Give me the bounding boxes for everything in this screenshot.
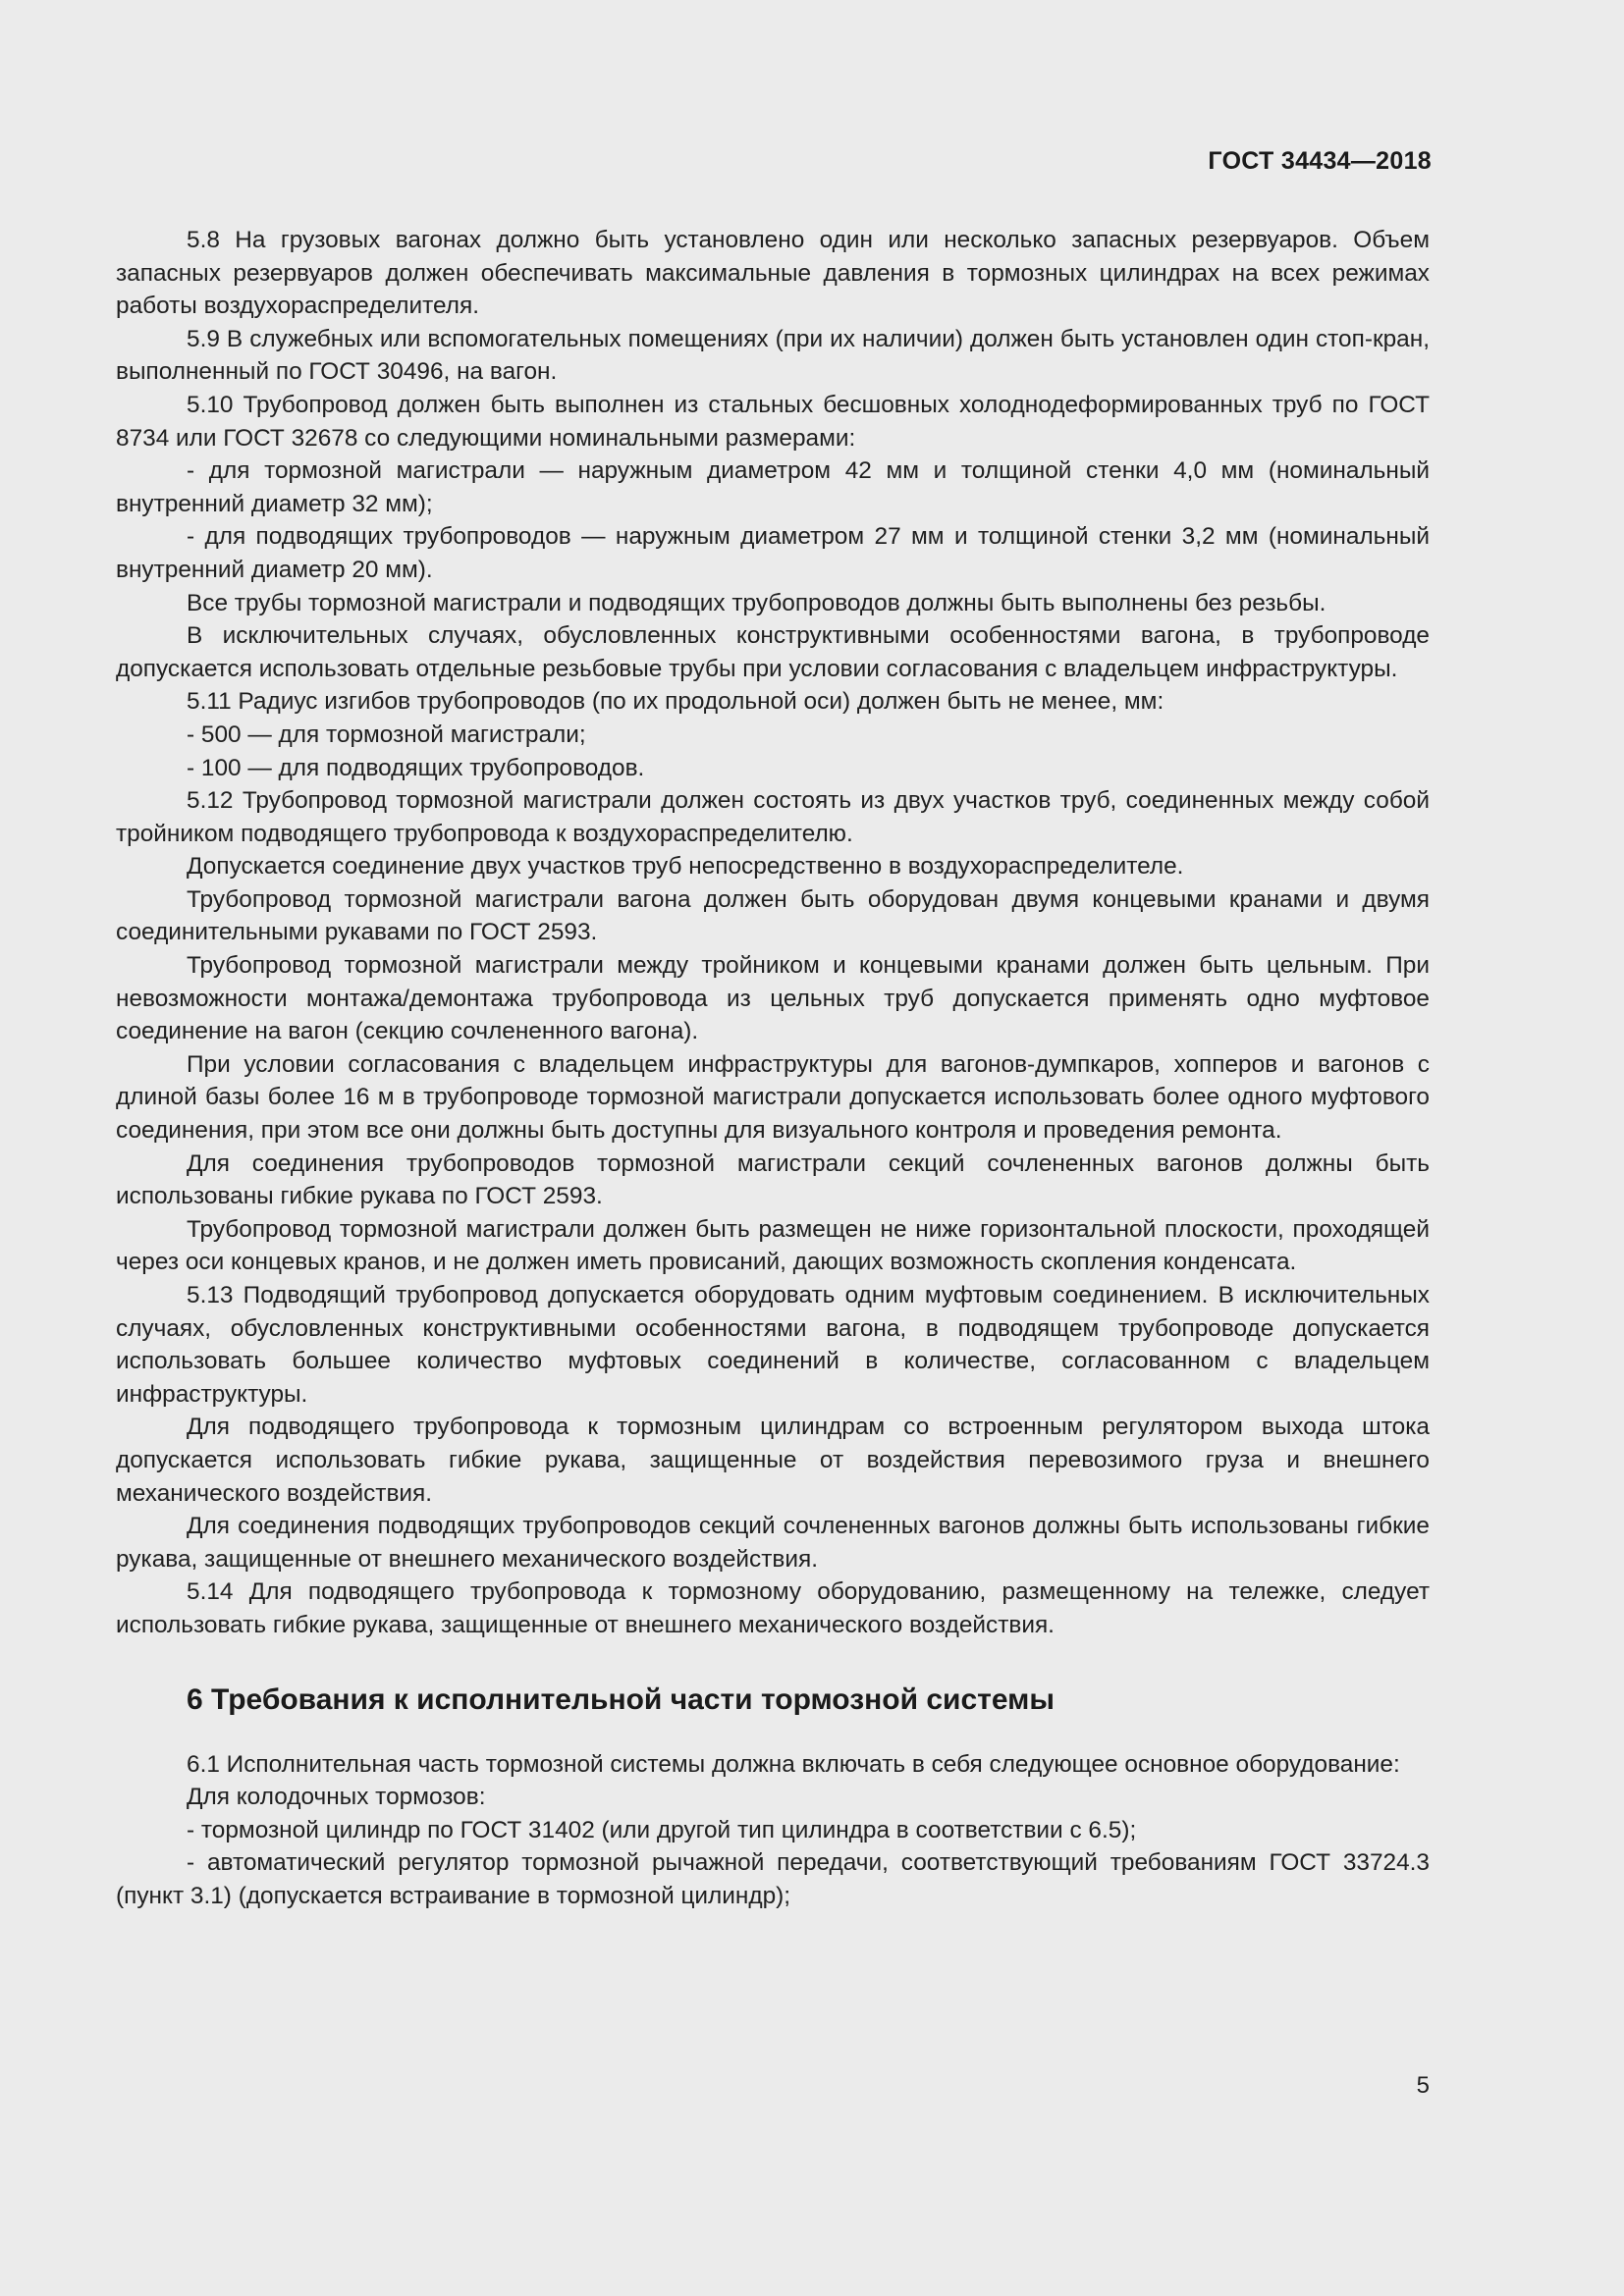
paragraph: В исключительных случаях, обусловленных конструктивными особенностями вагона, в трубопроводе допускается использовать отдельные резьбовые трубы при условии согласования с владельцем инфраструктуры.	[116, 622, 1430, 682]
document-id-header: ГОСТ 34434—2018	[1208, 147, 1432, 175]
page-number: 5	[1416, 2072, 1430, 2099]
paragraph: Для соединения подводящих трубопроводов секций сочлененных вагонов должны быть использованы гибкие рукава, защищенные от внешнего механического воздействия.	[116, 1513, 1430, 1573]
paragraph: Допускается соединение двух участков труб непосредственно в воздухораспределителе.	[187, 853, 1184, 881]
list-item-radius-500: - 500 — для тормозной магистрали;	[187, 721, 586, 748]
paragraph-5-10: 5.10 Трубопровод должен быть выполнен из стальных бесшовных холоднодеформированных труб по ГОСТ 8734 или ГОСТ 32678 со следующими номинальными размерами:	[116, 391, 1430, 452]
paragraph-5-11: 5.11 Радиус изгибов трубопроводов (по их продольной оси) должен быть не менее, мм:	[187, 688, 1164, 716]
paragraph-6-1: 6.1 Исполнительная часть тормозной системы должна включать в себя следующее основное оборудование:	[187, 1750, 1400, 1778]
paragraph: Для соединения трубопроводов тормозной магистрали секций сочлененных вагонов должны быть использованы гибкие рукава по ГОСТ 2593.	[116, 1149, 1430, 1210]
document-body	[116, 224, 1430, 1913]
paragraph: Трубопровод тормозной магистрали должен быть размещен не ниже горизонтальной плоскости, проходящей через оси концевых кранов, и не должен иметь провисаний, дающих возможность скопления конденсата.	[116, 1215, 1430, 1276]
list-item-radius-100: - 100 — для подводящих трубопроводов.	[187, 754, 645, 781]
paragraph-5-9: 5.9 В служебных или вспомогательных помещениях (при их наличии) должен быть установлен один стоп-кран, выполненный по ГОСТ 30496, на вагон.	[116, 325, 1430, 386]
paragraph-5-13: 5.13 Подводящий трубопровод допускается оборудовать одним муфтовым соединением. В исключительных случаях, обусловленных конструктивными особенностями вагона, в подводящем трубопроводе допускается использовать большее количество муфтовых соединений в количестве, согласованном с владельцем инфраструктуры.	[116, 1282, 1430, 1408]
paragraph: Трубопровод тормозной магистрали вагона должен быть оборудован двумя концевыми кранами и двумя соединительными рукавами по ГОСТ 2593.	[116, 885, 1430, 946]
paragraph: Трубопровод тормозной магистрали между тройником и концевыми кранами должен быть цельным. При невозможности монтажа/демонтажа трубопровода из цельных труб допускается применять одно муфтовое соединение на вагон (секцию сочлененного вагона).	[116, 952, 1430, 1045]
paragraph-5-8: 5.8 На грузовых вагонах должно быть установлено один или несколько запасных резервуаров. Объем запасных резервуаров должен обеспечивать максимальные давления в тормозных цилиндрах на всех режимах работы воздухораспределителя.	[116, 227, 1430, 320]
section-6-heading: 6 Требования к исполнительной части тормозной системы	[187, 1682, 1055, 1716]
paragraph: Для колодочных тормозов:	[187, 1784, 486, 1811]
paragraph: Все трубы тормозной магистрали и подводящих трубопроводов должны быть выполнены без резьбы.	[187, 589, 1326, 616]
list-item-brake-cylinder: - тормозной цилиндр по ГОСТ 31402 (или другой тип цилиндра в соответствии с 6.5);	[187, 1816, 1137, 1843]
paragraph: При условии согласования с владельцем инфраструктуры для вагонов-думпкаров, хопперов и вагонов с длиной базы более 16 м в трубопроводе тормозной магистрали допускается использовать более одного муфтового соединения, при этом все они должны быть доступны для визуального контроля и проведения ремонта.	[116, 1050, 1430, 1145]
list-item-brake-main-pipe: - для тормозной магистрали — наружным диаметром 42 мм и толщиной стенки 4,0 мм (номинальный внутренний диаметр 32 мм);	[116, 457, 1430, 517]
list-item-slack-adjuster: - автоматический регулятор тормозной рычажной передачи, соответствующий требованиям ГОСТ 33724.3 (пункт 3.1) (допускается встраивание в тормозной цилиндр);	[116, 1849, 1430, 1909]
list-item-supply-pipes: - для подводящих трубопроводов — наружным диаметром 27 мм и толщиной стенки 3,2 мм (номинальный внутренний диаметр 20 мм).	[116, 523, 1430, 583]
paragraph-5-14: 5.14 Для подводящего трубопровода к тормозному оборудованию, размещенному на тележке, следует использовать гибкие рукава, защищенные от внешнего механического воздействия.	[116, 1578, 1430, 1638]
paragraph: Для подводящего трубопровода к тормозным цилиндрам со встроенным регулятором выхода штока допускается использовать гибкие рукава, защищенные от воздействия перевозимого груза и внешнего механического воздействия.	[116, 1414, 1430, 1507]
paragraph-5-12: 5.12 Трубопровод тормозной магистрали должен состоять из двух участков труб, соединенных между собой тройником подводящего трубопровода к воздухораспределителю.	[116, 787, 1430, 847]
